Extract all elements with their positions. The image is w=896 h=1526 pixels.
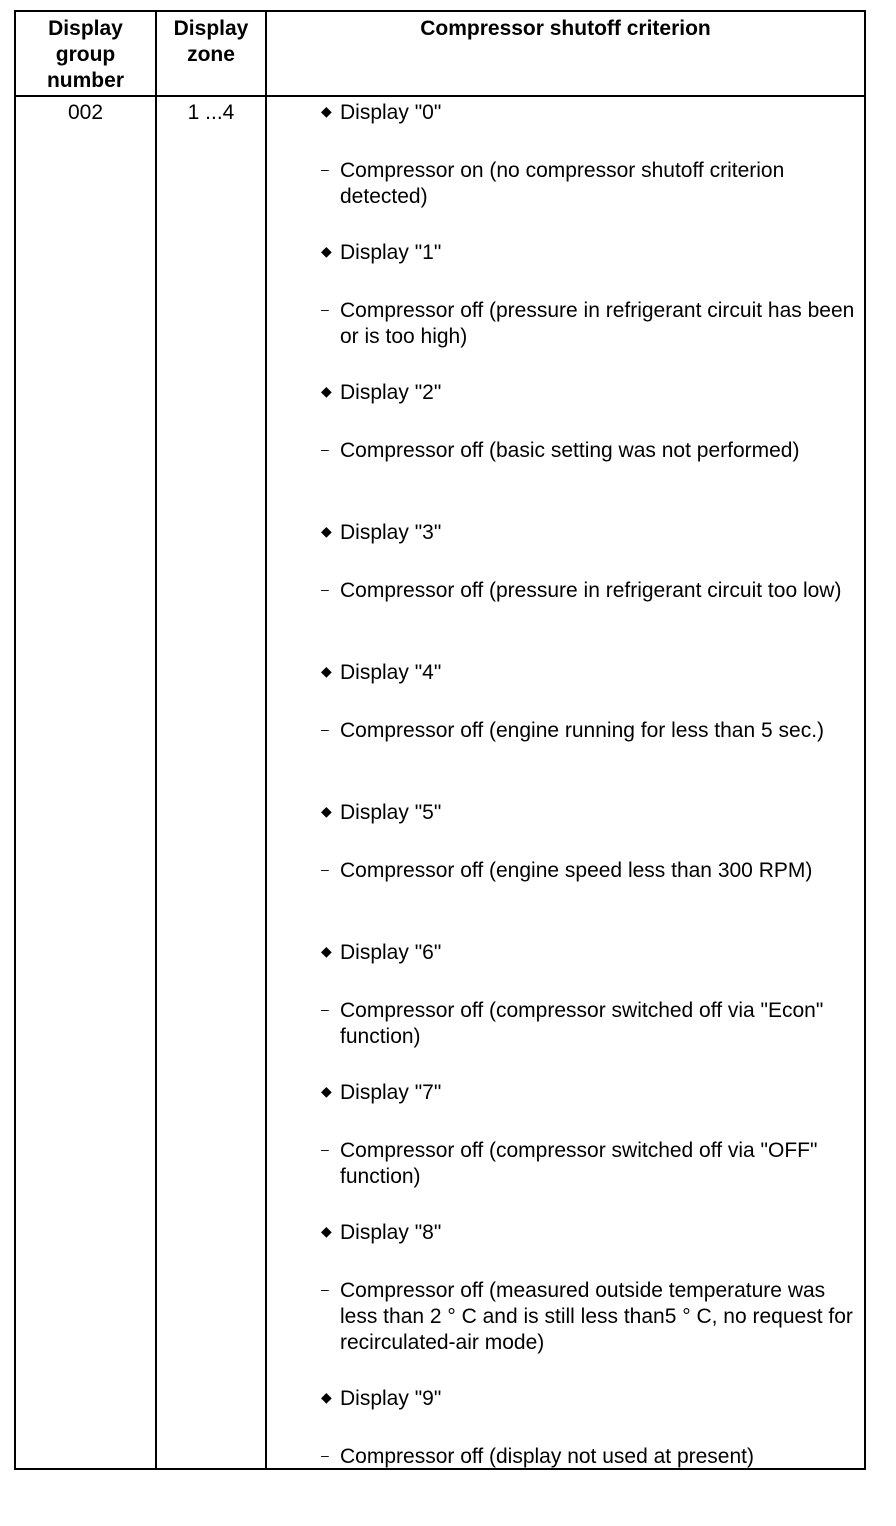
compressor-status-item	[321, 298, 861, 380]
bullet-diamond-icon: ◆	[321, 523, 332, 539]
compressor-status-item	[321, 998, 861, 1080]
bullet-dash-icon: –	[321, 301, 329, 317]
bullet-diamond-icon: ◆	[321, 383, 332, 399]
display-code-label: Display "8"	[340, 1221, 442, 1244]
compressor-status-item	[321, 438, 861, 520]
compressor-status-text: Compressor off (engine running for less than 5 sec.)	[340, 719, 825, 742]
bullet-diamond-icon: ◆	[321, 1083, 332, 1099]
display-code-label: Display "9"	[340, 1387, 442, 1410]
compressor-status-text: Compressor off (compressor switched off via "Econ" function)	[340, 999, 824, 1048]
header-display-zone: Display zone	[173, 17, 249, 66]
compressor-status-text: Compressor off (pressure in refrigerant circuit too low)	[340, 579, 842, 602]
bullet-dash-icon: –	[321, 861, 329, 877]
display-code-item	[321, 240, 861, 298]
header-compressor-shutoff-criterion: Compressor shutoff criterion	[420, 17, 711, 40]
bullet-dash-icon: –	[321, 721, 329, 737]
shutoff-criteria-table	[14, 10, 866, 1470]
bullet-diamond-icon: ◆	[321, 243, 332, 259]
display-code-item	[321, 1080, 861, 1138]
bullet-diamond-icon: ◆	[321, 803, 332, 819]
compressor-status-text: Compressor off (engine speed less than 300 RPM)	[340, 859, 813, 882]
compressor-status-item	[321, 578, 861, 660]
zone-value: 1 ...4	[187, 101, 235, 124]
group-number-value: 002	[67, 101, 104, 124]
display-code-label: Display "1"	[340, 241, 442, 264]
compressor-status-text: Compressor off (display not used at present)	[340, 1445, 754, 1468]
bullet-dash-icon: –	[321, 1001, 329, 1017]
display-code-label: Display "7"	[340, 1081, 442, 1104]
display-code-item	[321, 940, 861, 998]
bullet-dash-icon: –	[321, 581, 329, 597]
bullet-dash-icon: –	[321, 161, 329, 177]
bullet-dash-icon: –	[321, 1447, 329, 1463]
criterion-list	[321, 100, 861, 1526]
compressor-status-text: Compressor off (measured outside temperature was less than 2 ° C and is still less than5 ° C, no request for recirculated-air mode)	[340, 1279, 853, 1354]
column-divider-1	[155, 12, 157, 1468]
compressor-status-item	[321, 1138, 861, 1220]
display-code-label: Display "5"	[340, 801, 442, 824]
compressor-status-text: Compressor on (no compressor shutoff criterion detected)	[340, 159, 785, 208]
column-divider-2	[265, 12, 267, 1468]
compressor-status-item	[321, 858, 861, 940]
bullet-diamond-icon: ◆	[321, 1389, 332, 1405]
display-code-label: Display "4"	[340, 661, 442, 684]
bullet-dash-icon: –	[321, 1281, 329, 1297]
bullet-diamond-icon: ◆	[321, 663, 332, 679]
compressor-status-item	[321, 1444, 861, 1526]
display-code-item	[321, 380, 861, 438]
bullet-diamond-icon: ◆	[321, 943, 332, 959]
display-code-item	[321, 1220, 861, 1278]
header-display-group-number: Display group number	[46, 17, 124, 92]
bullet-dash-icon: –	[321, 1141, 329, 1157]
bullet-diamond-icon: ◆	[321, 1223, 332, 1239]
compressor-status-text: Compressor off (basic setting was not performed)	[340, 439, 800, 462]
display-code-item	[321, 1386, 861, 1444]
bullet-diamond-icon: ◆	[321, 103, 332, 119]
display-code-label: Display "6"	[340, 941, 442, 964]
display-code-item	[321, 660, 861, 718]
bullet-dash-icon: –	[321, 441, 329, 457]
display-code-label: Display "3"	[340, 521, 442, 544]
compressor-status-text: Compressor off (compressor switched off via "OFF" function)	[340, 1139, 818, 1188]
display-code-item	[321, 800, 861, 858]
header-divider	[16, 95, 864, 97]
compressor-status-item	[321, 718, 861, 800]
compressor-status-item	[321, 158, 861, 240]
display-code-item	[321, 100, 861, 158]
compressor-status-text: Compressor off (pressure in refrigerant circuit has been or is too high)	[340, 299, 855, 348]
display-code-label: Display "2"	[340, 381, 442, 404]
display-code-label: Display "0"	[340, 101, 442, 124]
compressor-status-item	[321, 1278, 861, 1386]
display-code-item	[321, 520, 861, 578]
